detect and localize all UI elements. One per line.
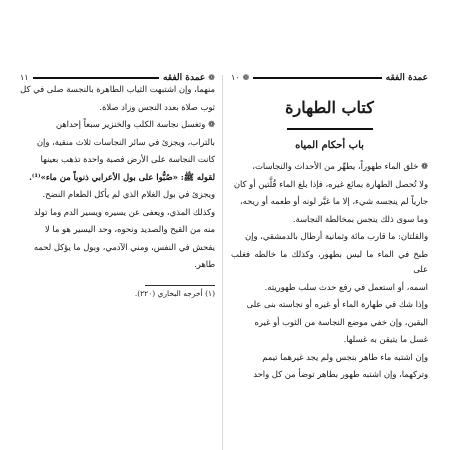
page-number: ١١	[20, 73, 29, 82]
text-line: طبخ في الماء ما ليس بطهور، وكذلك ما خالطه فغلب على	[231, 248, 428, 274]
text-line: وتركهما، وإن اشتبه طهور بطاهر توضأ من كل واحد	[253, 369, 428, 379]
running-title: عمدة الفقه	[385, 73, 428, 83]
text-line: وما سوى ذلك ينجس بمخالطة النجاسة.	[292, 213, 428, 224]
text-line: ثوب صلاة بعدد النجس وزاد صلاة.	[99, 101, 215, 112]
text-line: يفحش في النفس، ومني الآدمي، وبول ما يؤكل لحمه	[33, 241, 215, 252]
flower-ornament-icon: ❁	[208, 73, 215, 82]
running-title: عمدة الفقه	[162, 73, 206, 83]
text-line: منهما، وإن اشتبهت الثياب الطاهرة بالنجسة صلى في كل	[20, 84, 215, 94]
text-line: اسمه، أو استعمل في رفع حدث سلب طهوريته.	[264, 281, 428, 292]
text-line: وإذا شك في طهارة الماء أو غيره أو نجاسته بنى على	[246, 299, 428, 309]
text-line: ❁ وتغسل نجاسة الكلب والخنزير سبعاً إحداهن	[55, 119, 215, 129]
text-line: ❁ خلق الماء طهوراً، يطهِّر من الأحداث والنجاسات،	[252, 161, 428, 171]
title-underline	[287, 128, 373, 130]
footnote: (١) أخرجه البخاري (٢٢٠).	[134, 288, 215, 298]
text-line: جارياً لم ينجسه شيء، إلا ما غيَّر لونه أو طعمه أو ريحه،	[239, 196, 428, 206]
text-line: وإن اشتبه ماء طاهر بنجس ولم يجد غيرهما تيمم	[262, 351, 428, 362]
footnote-divider	[145, 285, 215, 286]
section-heading: باب أحكام المياه	[295, 140, 364, 151]
text-line: غسل ما يتيقن به غسلها.	[343, 334, 428, 344]
flower-ornament-icon: ❁	[242, 73, 250, 82]
text-line: لقوله ﷺ: «صُبُّوا على بول الأعرابي ذنوباً من ماء»⁽¹⁾.	[29, 171, 215, 182]
right-page	[223, 0, 450, 450]
text-line: وكذلك المذي، ويعفى عن يسيره ويسير الدم وما تولد	[33, 206, 215, 217]
text-line: ويجزئ في بول الغلام الذي لم يأكل الطعام النضح.	[42, 189, 215, 199]
chapter-title-text: كتاب الطهارة	[285, 98, 374, 117]
text-line: كانت النجاسة على الأرض فصبة واحدة تذهب بعينها	[40, 154, 215, 164]
text-line: منه من القيح والصديد ونحوه، وحد اليسير هو ما لا	[44, 224, 215, 234]
text-line: طاهر.	[194, 259, 215, 269]
page-number: ١٠	[231, 73, 240, 82]
text-line: ولا تُحصل الطهارة بمائع غيره، فإذا بلغ الماء قُلَّتين أو كان	[233, 178, 428, 189]
left-page	[0, 0, 223, 450]
text-line: والقلتان: ما قارب مائة وثمانية أرطال بالدمشقي، وإن	[244, 231, 428, 241]
text-line: بالتراب، ويجزئ في سائر النجاسات ثلاث منقية، وإن	[36, 136, 215, 147]
chapter-title	[231, 98, 428, 136]
text-line: اليقين، وإن خفي موضع النجاسة من الثوب أو غيره	[254, 316, 428, 327]
